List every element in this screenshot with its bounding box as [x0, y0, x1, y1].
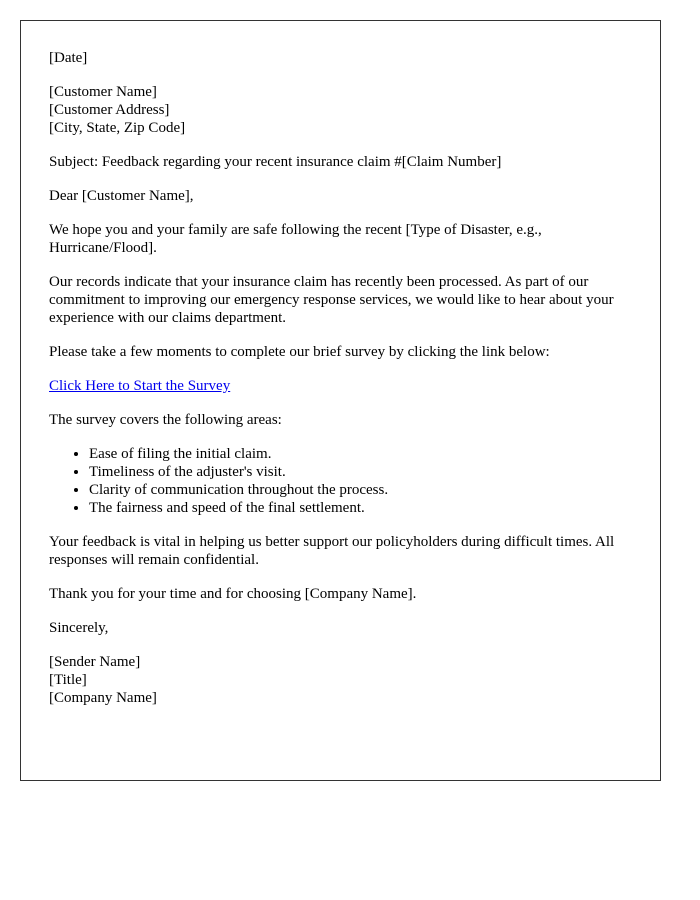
sender-company: [Company Name]	[49, 690, 157, 706]
sender-name: [Sender Name]	[49, 654, 141, 670]
date: [Date]	[49, 50, 88, 66]
survey-areas-list	[49, 445, 640, 517]
survey-request-paragraph: Please take a few moments to complete our brief survey by clicking the link below:	[49, 344, 550, 360]
recipient-address: [Customer Address]	[49, 102, 170, 118]
signature-block	[49, 653, 640, 707]
sender-title: [Title]	[49, 672, 87, 688]
recipient-name: [Customer Name]	[49, 84, 157, 100]
salutation: Dear [Customer Name],	[49, 188, 194, 204]
list-item: • Timeliness of the adjuster's visit.	[89, 463, 640, 481]
records-paragraph: Our records indicate that your insurance claim has recently been processed. As part of our commitment to improving our emergency response services, we would like to hear about your experience with our claims department.	[49, 274, 614, 326]
recipient-address-block	[49, 83, 640, 137]
feedback-paragraph: Your feedback is vital in helping us better support our policyholders during difficult times. All responses will remain confidential.	[49, 534, 615, 568]
subject-line: Subject: Feedback regarding your recent insurance claim #[Claim Number]	[49, 154, 502, 170]
list-item: • The fairness and speed of the final settlement.	[89, 499, 640, 517]
intro-paragraph: We hope you and your family are safe following the recent [Type of Disaster, e.g., Hurricane/Flood].	[49, 222, 542, 256]
survey-link[interactable]: Click Here to Start the Survey	[49, 378, 231, 394]
list-item: • Clarity of communication throughout the process.	[89, 481, 640, 499]
survey-link-paragraph	[49, 377, 640, 395]
survey-covers-paragraph: The survey covers the following areas:	[49, 412, 282, 428]
thanks-paragraph: Thank you for your time and for choosing [Company Name].	[49, 586, 417, 602]
list-item: • Ease of filing the initial claim.	[89, 445, 640, 463]
closing: Sincerely,	[49, 620, 109, 636]
recipient-city-state-zip: [City, State, Zip Code]	[49, 120, 186, 136]
letter-container	[20, 20, 661, 781]
